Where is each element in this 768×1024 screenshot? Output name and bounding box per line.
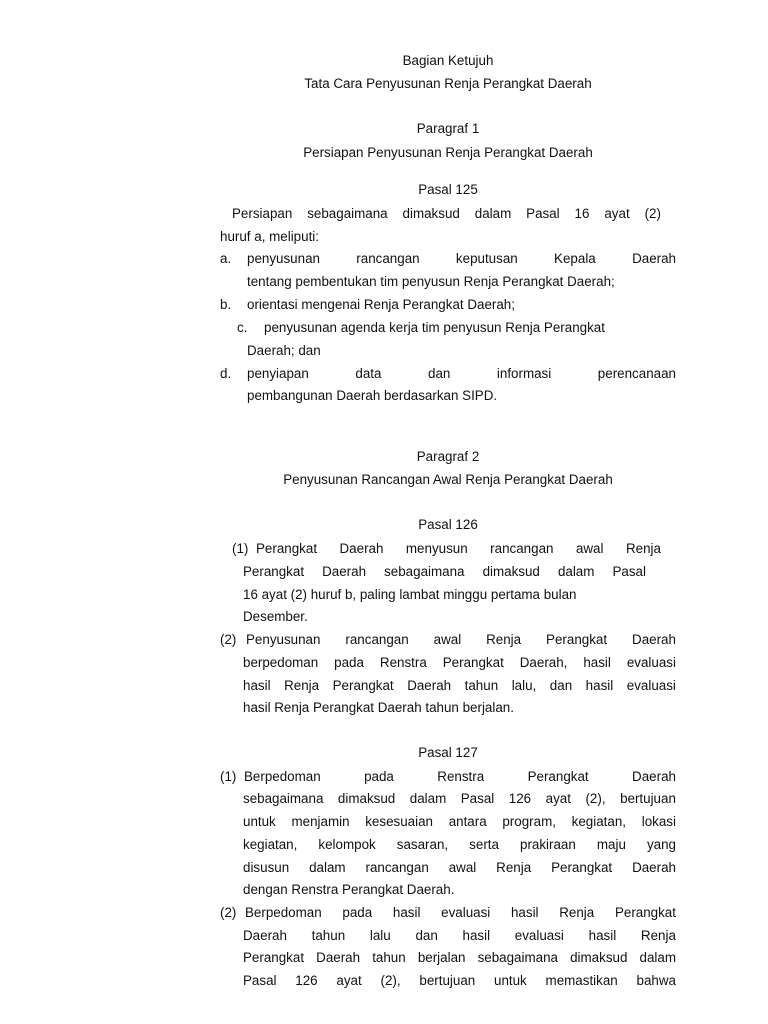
clause-line <box>256 540 661 557</box>
word: dan <box>549 678 573 693</box>
clause-line <box>243 654 676 671</box>
word: dalam <box>639 950 676 965</box>
paragraph-heading: Paragraf 2 <box>416 449 480 464</box>
word: rancangan <box>490 541 554 556</box>
word: prakiraan <box>520 837 576 852</box>
word: hasil <box>583 655 611 670</box>
word: ayat <box>336 973 362 988</box>
word: Perangkat <box>442 655 504 670</box>
clause-marker: (1) <box>220 769 237 784</box>
word: bahwa <box>636 973 676 988</box>
article-intro-line: huruf a, meliputi: <box>220 229 319 244</box>
word: (2), <box>585 791 606 806</box>
list-item-line: tentang pembentukan tim penyusun Renja Perangkat Daerah; <box>247 274 615 289</box>
word: bertujuan <box>620 791 676 806</box>
word: Renja <box>625 541 661 556</box>
word: Perangkat <box>614 905 676 920</box>
word: Daerah <box>632 860 676 875</box>
word: dalam <box>474 206 512 221</box>
word: Renstra <box>379 655 427 670</box>
word: dalam <box>309 860 346 875</box>
word: bertujuan <box>419 973 476 988</box>
list-item-line: penyusunan agenda kerja tim penyusun Renja Perangkat <box>264 320 605 335</box>
word: Daerah <box>632 769 676 784</box>
word: 126 <box>508 791 532 806</box>
clause-marker: (2) <box>220 905 237 920</box>
word: lalu <box>369 928 391 943</box>
word: rancangan <box>356 251 420 266</box>
word: ayat <box>604 206 630 221</box>
clause-line <box>243 836 676 853</box>
list-item-line <box>247 365 676 382</box>
word: Daerah <box>316 950 361 965</box>
list-marker: d. <box>220 366 232 381</box>
word: untuk <box>494 973 527 988</box>
word: 16 <box>574 206 590 221</box>
word: Daerah <box>243 928 287 943</box>
word: informasi <box>496 366 552 381</box>
word: penyiapan <box>247 366 309 381</box>
word: Berpedoman <box>244 769 321 784</box>
word: menjamin <box>291 814 350 829</box>
list-item-line: pembangunan Daerah berdasarkan SIPD. <box>247 388 498 403</box>
word: Perangkat <box>546 632 608 647</box>
word: Daerah, <box>519 655 568 670</box>
word: keputusan <box>455 251 518 266</box>
word: ayat <box>545 791 571 806</box>
word: sebagaimana <box>307 206 388 221</box>
word: awal <box>433 632 462 647</box>
word: sasaran, <box>396 837 449 852</box>
word: rancangan <box>345 632 409 647</box>
word: hasil <box>392 905 421 920</box>
word: Persiapan <box>232 206 293 221</box>
word: hasil <box>585 678 614 693</box>
word: dan <box>415 928 438 943</box>
word: Perangkat <box>527 769 589 784</box>
word: evaluasi <box>626 655 676 670</box>
word: (2), <box>380 973 401 988</box>
word: disusun <box>243 860 290 875</box>
word: Pasal <box>612 564 646 579</box>
word: pada <box>364 769 394 784</box>
word: hasil <box>462 928 491 943</box>
word: sebagaimana <box>477 950 558 965</box>
word: Daerah <box>322 564 367 579</box>
clause-line: Desember. <box>243 609 308 624</box>
word: evaluasi <box>514 928 564 943</box>
word: 126 <box>295 973 318 988</box>
list-item-line: Daerah; dan <box>247 343 321 358</box>
word: lokasi <box>641 814 676 829</box>
clause-line <box>243 563 646 580</box>
paragraph-title: Penyusunan Rancangan Awal Renja Perangkat Daerah <box>283 472 613 487</box>
word: Kepala <box>554 251 596 266</box>
clause-line <box>245 904 676 921</box>
word: Perangkat <box>332 678 394 693</box>
word: Perangkat <box>256 541 318 556</box>
word: berjalan <box>417 950 466 965</box>
clause-line <box>243 949 676 966</box>
clause-line: hasil Renja Perangkat Daerah tahun berjalan. <box>243 700 514 715</box>
word: sebagaimana <box>243 791 324 806</box>
word: awal <box>575 541 604 556</box>
clause-line: dengan Renstra Perangkat Daerah. <box>243 882 455 897</box>
word: Perangkat <box>551 860 613 875</box>
paragraph-title: Persiapan Penyusunan Renja Perangkat Daerah <box>303 145 593 160</box>
word: Renstra <box>437 769 485 784</box>
word: Pasal <box>243 973 277 988</box>
word: pada <box>334 655 364 670</box>
word: dan <box>428 366 451 381</box>
word: hasil <box>588 928 617 943</box>
word: dimaksud <box>402 206 460 221</box>
article-heading: Pasal 126 <box>418 517 478 532</box>
word: dimaksud <box>570 950 628 965</box>
clause-line <box>244 768 676 785</box>
clause-line: 16 ayat (2) huruf b, paling lambat minggu pertama bulan <box>243 587 577 602</box>
word: awal <box>448 860 477 875</box>
word: Renja <box>486 632 522 647</box>
word: penyusunan <box>247 251 320 266</box>
word: (2) <box>644 206 661 221</box>
word: rancangan <box>365 860 429 875</box>
word: lalu, <box>511 678 537 693</box>
word: tahun <box>464 678 499 693</box>
word: hasil <box>510 905 539 920</box>
list-item-line: orientasi mengenai Renja Perangkat Daerah; <box>247 297 515 312</box>
word: dimaksud <box>482 564 540 579</box>
word: kelompok <box>318 837 376 852</box>
word: Daerah <box>632 632 676 647</box>
list-marker: b. <box>220 297 232 312</box>
clause-marker: (1) <box>232 541 249 556</box>
word: memastikan <box>545 973 618 988</box>
article-intro-line <box>232 205 661 222</box>
word: Daerah <box>339 541 384 556</box>
paragraph-heading: Paragraf 1 <box>416 121 480 136</box>
word: Pasal <box>460 791 495 806</box>
word: Renja <box>640 928 676 943</box>
word: sebagaimana <box>384 564 465 579</box>
clause-line <box>243 972 676 989</box>
word: antara <box>448 814 487 829</box>
word: serta <box>469 837 499 852</box>
article-heading: Pasal 127 <box>418 745 478 760</box>
word: hasil <box>243 678 271 693</box>
word: Renja <box>496 860 532 875</box>
article-heading: Pasal 125 <box>418 182 478 197</box>
word: Perangkat <box>243 950 305 965</box>
word: Daerah <box>407 678 452 693</box>
word: evaluasi <box>441 905 491 920</box>
word: data <box>355 366 382 381</box>
clause-line <box>246 631 676 648</box>
word: evaluasi <box>626 678 676 693</box>
word: yang <box>646 837 676 852</box>
word: dalam <box>557 564 595 579</box>
word: Perangkat <box>243 564 305 579</box>
word: tahun <box>372 950 406 965</box>
clause-line <box>243 813 676 830</box>
list-marker: c. <box>237 320 248 335</box>
word: pada <box>342 905 373 920</box>
list-item-line <box>247 250 676 267</box>
clause-line <box>243 677 676 694</box>
word: dimaksud <box>337 791 396 806</box>
word: maju <box>596 837 626 852</box>
word: kesesuaian <box>365 814 433 829</box>
word: menyusun <box>405 541 468 556</box>
word: dalam <box>409 791 447 806</box>
clause-marker: (2) <box>220 632 237 647</box>
word: tahun <box>311 928 346 943</box>
word: untuk <box>243 814 276 829</box>
word: kegiatan, <box>243 837 298 852</box>
word: kegiatan, <box>571 814 627 829</box>
word: berpedoman <box>243 655 319 670</box>
word: Berpedoman <box>245 905 322 920</box>
word: Renja <box>284 678 320 693</box>
clause-line <box>243 859 676 876</box>
word: Pasal <box>526 206 560 221</box>
section-subtitle: Tata Cara Penyusunan Renja Perangkat Daerah <box>304 76 592 91</box>
clause-line <box>243 927 676 944</box>
word: program, <box>502 814 556 829</box>
list-marker: a. <box>220 251 232 266</box>
section-title: Bagian Ketujuh <box>402 53 494 68</box>
word: perencanaan <box>597 366 676 381</box>
word: Renja <box>559 905 595 920</box>
clause-line <box>243 790 676 807</box>
word: Penyusunan <box>246 632 321 647</box>
word: Daerah <box>632 251 676 266</box>
